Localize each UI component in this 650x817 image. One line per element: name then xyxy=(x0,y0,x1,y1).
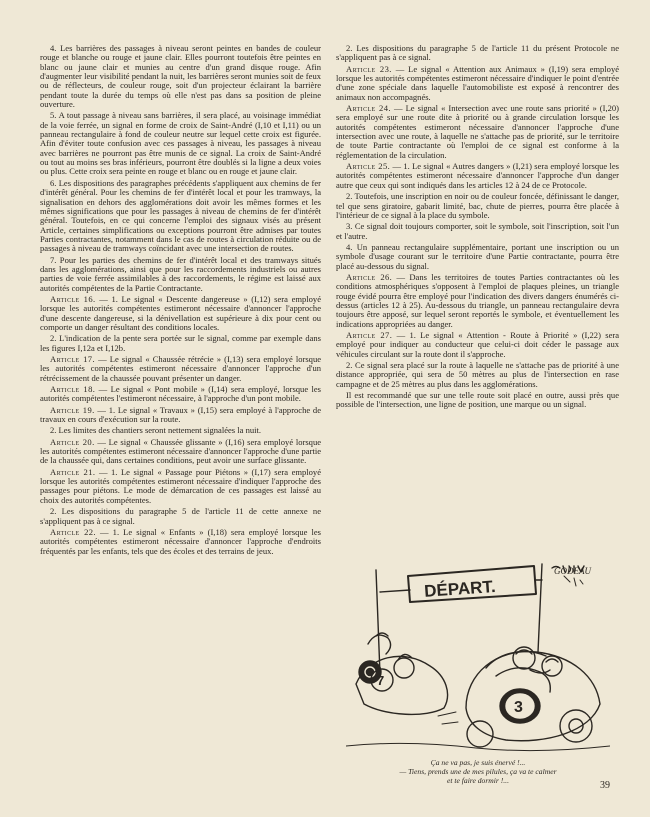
cartoon-caption xyxy=(346,758,610,785)
paragraph-text: — Le signal « Pont mobile » (I,14) sera employé, lorsque les autorités compétentes l'estimeront nécessaire, à l'approche d'un pont mobile. xyxy=(40,384,321,404)
svg-text:7: 7 xyxy=(377,673,385,688)
article-paragraph xyxy=(40,355,321,383)
article-label: Article 16. xyxy=(50,293,96,304)
paragraph xyxy=(40,507,321,526)
paragraph xyxy=(40,179,321,254)
car-number-text: 3 xyxy=(514,699,523,716)
article-paragraph xyxy=(40,295,321,332)
article-paragraph xyxy=(336,104,619,160)
paragraph-text: 4. Un panneau rectangulaire supplémentaire, portant une inscription ou un symbole d'usage courant sur le territoire d'une Partie contractante, pourra être placé au-dessous du signal. xyxy=(336,241,619,271)
paragraph-text: — Le signal « Chaussée glissante » (I,16) sera employé lorsque les autorités compétentes estimeront nécessaire d'annoncer l'approche d'une partie de la chaussée qui, dans certaines conditions, peut avoir une surface glissante. xyxy=(40,436,322,466)
article-label: Article 23. xyxy=(346,63,392,74)
article-paragraph xyxy=(336,162,619,190)
paragraph-text: 5. A tout passage à niveau sans barrières, il sera placé, au voisinage immédiat de la voie ferrée, un signal en forme de croix de Saint-André (I,10 et I,11) ou un panneau rectangulaire à fond de couleur neutre sur lequel cette croix est figurée. Afin d'éviter toute confusion avec ces passages à niveau, les passages à niveau avec barrières ne pourront pas être munis de ce signal. La croix de Saint-André ou tout au moins ses bras inférieurs, pourront être doublés si la ligne a deux voies ou plus. Cette croix sera peinte en rouge et blanc ou en rouge et jaune clair. xyxy=(40,110,321,177)
artist-signature: GODEAU xyxy=(554,566,591,576)
paragraph xyxy=(336,361,619,389)
paragraph-text: 2. Les dispositions du paragraphe 5 de l'article 11 de cette annexe ne s'appliquent pas à ce signal. xyxy=(40,506,321,526)
article-paragraph xyxy=(336,273,619,329)
paragraph-text: 2. Toutefois, une inscription en noir ou de couleur foncée, définissant le danger, tel que sens giratoire, gabarit limité, bac, chute de pierres, pourra être placée à l'intérieur de ce signal à la place du symbole. xyxy=(336,191,619,220)
caption-line-2: — Tiens, prends une de mes pilules, ça va te calmer xyxy=(399,767,557,776)
paragraph xyxy=(40,256,321,293)
left-column xyxy=(40,44,321,558)
article-paragraph xyxy=(336,331,619,359)
caption-line-3: et te faire dormir !... xyxy=(447,776,509,785)
caption-line-1: Ça ne va pas, je suis énervé !... xyxy=(430,758,526,767)
article-paragraph xyxy=(40,528,321,556)
paragraph-text: — 1. Le signal « Passage pour Piétons » (I,17) sera employé lorsque les autorités compétentes estimeront nécessaire d'indiquer l'approche des passages pour piétons. Le mode de démarcation de ces passages est laissé au choix des autorités compétentes. xyxy=(40,466,321,505)
paragraph xyxy=(336,391,619,410)
article-paragraph xyxy=(40,385,321,404)
cartoon-drawing xyxy=(346,556,610,756)
paragraph-text: 6. Les dispositions des paragraphes précédents s'appliquent aux chemins de fer d'intérêt général. Pour les chemins de fer d'intérêt local et pour les tramways, la signalisation en dehors des agglomérations doit avoir les mêmes formes et les mêmes significations que pour les passages à niveau de chemins de fer d'intérêt général. Toutefois, en ce qui concerne l'emploi des signaux visés au présent Article, certaines simplifications ou exceptions pourront être admises par toutes Parties contractantes, notamment dans le cas de routes à circulation réduite ou de passages à niveau de tramways coïncidant avec une intersection de routes. xyxy=(40,177,321,254)
paragraph-text: — 1. Le signal « Descente dangereuse » (I,12) sera employé lorsque les autorités compétentes estimeront nécessaire d'annoncer l'approche d'une descente dangereuse, si la dénivellation est supérieure à dix pour cent ou comporte un danger résultant des conditions locales. xyxy=(40,293,321,332)
paragraph xyxy=(336,243,619,271)
paragraph xyxy=(336,222,619,241)
article-label: Article 22. xyxy=(50,526,96,537)
paragraph xyxy=(40,334,321,353)
paragraph-text: — Le signal « Intersection avec une route sans priorité » (I,20) sera employé sur une route dite à priorité ou à grande circulation lorsque les autorités compétentes estimeront nécessaire d'annoncer l'approche d'une intersection avec une route, à laquelle ne s'attache pas de priorité, sur le territoire de toute Partie contractante où l'emploi de ce signal est conforme à la réglementation de la circulation. xyxy=(336,103,619,160)
article-paragraph xyxy=(40,468,321,505)
paragraph xyxy=(40,111,321,176)
article-label: Article 26. xyxy=(346,271,393,282)
paragraph-text: 2. Les dispositions du paragraphe 5 de l'article 11 du présent Protocole ne s'appliquent pas à ce signal. xyxy=(336,43,619,63)
article-label: Article 27. xyxy=(346,329,393,340)
paragraph xyxy=(40,426,321,435)
article-label: Article 25. xyxy=(346,161,391,172)
paragraph-text: 4. Les barrières des passages à niveau seront peintes en bandes de couleur rouge et blanche ou rouge et jaune clair. Elles pourront toutefois être peintes en blanc ou jaune clair et munies au centre d'un grand disque rouge. Afin d'augmenter leur visibilité pendant la nuit, les barrières seront munies soit de feux ou de réflecteurs, de couleur rouge, soit d'un projecteur éclairant la barrière pendant toute la durée du temps où elle n'est pas dans sa position de pleine ouverture. xyxy=(40,43,321,110)
article-paragraph xyxy=(40,406,321,425)
paragraph-text: — Le signal « Attention aux Animaux » (I,19) sera employé lorsque les autorités compétentes estimeront nécessaire d'indiquer le point d'entrée d'une zone spéciale dans laquelle l'automobiliste est exposé à rencontrer des animaux non accompagnés. xyxy=(336,63,620,102)
article-label: Article 20. xyxy=(50,436,95,447)
paragraph-text: — Le signal « Chaussée rétrécie » (I,13) sera employé lorsque les autorités compétentes estimeront nécessaire d'annoncer l'approche d'un rétrécissement de la chaussée pouvant présenter un danger. xyxy=(40,354,322,383)
paragraph-text: Il est recommandé que sur une telle route soit placé en outre, aussi près que possible de l'intersection, une ligne de position, une marque ou un signal. xyxy=(336,390,619,410)
paragraph-text: — Dans les territoires de toutes Parties contractantes où les conditions atmosphériques s'opposent à l'emploi de plaques pleines, un triangle rouge évidé pourra être employé pour l'indication des divers dangers énumérés ci-dessus (articles 12 à 25). Au-dessous du triangle, un panneau rectangulaire devra toujours être apposé, sur lequel seront reportés le symbole, et éventuellement les indications appropriées au danger. xyxy=(336,271,619,329)
departure-sign-text: DÉPART. xyxy=(423,576,497,601)
cartoon-illustration xyxy=(346,556,610,756)
right-column xyxy=(336,44,619,412)
article-paragraph xyxy=(336,65,619,102)
article-label: Article 17. xyxy=(50,354,95,364)
paragraph-text: 2. Ce signal sera placé sur la route à laquelle ne s'attache pas de priorité à une distance appropriée, qui sera de 50 mètres au plus de l'intersection en rase campagne et de 25 mètres au plus dans les agglomérations. xyxy=(336,360,619,389)
paragraph-text: — 1. Le signal « Travaux » (I,15) sera employé à l'approche de travaux en cours d'exécution sur la route. xyxy=(40,404,321,425)
paragraph xyxy=(40,44,321,109)
article-label: Article 19. xyxy=(50,404,95,415)
paragraph-text: 2. L'indication de la pente sera portée sur le signal, comme par exemple dans les figures I,12a et I,12b. xyxy=(40,333,321,353)
paragraph-text: 2. Les limites des chantiers seront nettement signalées la nuit. xyxy=(50,425,262,436)
paragraph-text: — 1. Le signal « Attention - Route à Priorité » (I,22) sera employé pour indiquer au conducteur que celui-ci doit céder le passage aux véhicules circulant sur la route dont il s'approche. xyxy=(336,329,620,359)
article-label: Article 24. xyxy=(346,103,391,114)
article-paragraph xyxy=(40,438,321,466)
paragraph-text: — 1. Le signal « Autres dangers » (I,21) sera employé lorsque les autorités compétentes estimeront nécessaire d'annoncer l'approche d'un danger autre que ceux qui sont indiqués dans les articles 12 à 24 de ce Protocole. xyxy=(336,161,620,190)
article-label: Article 18. xyxy=(50,384,96,395)
paragraph xyxy=(336,44,619,63)
paragraph-text: 7. Pour les parties des chemins de fer d'intérêt local et des tramways situés dans les agglomérations, ainsi que pour les raccordements industriels ou autres parties de voie ferrée assimilables à des raccordements, le régime est laissé aux autorités compétentes de la Partie Contractante. xyxy=(40,254,321,293)
paragraph xyxy=(336,192,619,220)
page-number: 39 xyxy=(600,780,610,791)
paragraph-text: 3. Ce signal doit toujours comporter, soit le symbole, soit l'inscription, soit l'un et l'autre. xyxy=(336,221,619,241)
paragraph-text: — 1. Le signal « Enfants » (I,18) sera employé lorsque les autorités compétentes estimeront nécessaire d'annoncer l'approche d'endroits fréquentés par les enfants, tels que des écoles et des terrains de jeux. xyxy=(40,526,321,556)
article-label: Article 21. xyxy=(50,466,96,477)
